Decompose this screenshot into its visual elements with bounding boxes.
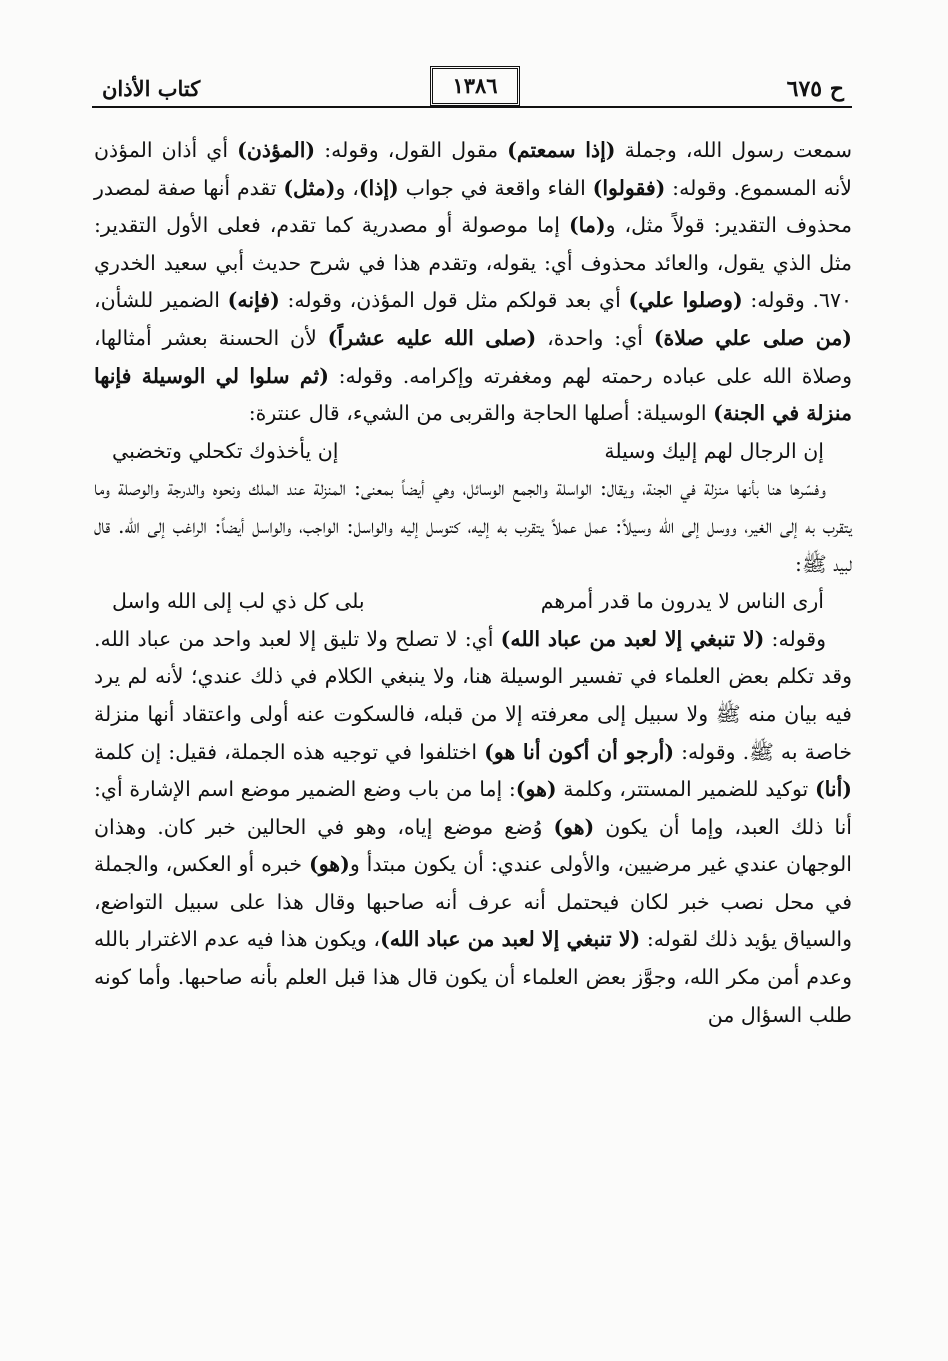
header-divider bbox=[92, 106, 852, 108]
quoted-phrase: (المؤذن) bbox=[237, 138, 316, 162]
text-run: سمعت رسول الله، وجملة bbox=[615, 138, 852, 162]
quoted-phrase: (لا تنبغي إلا لعبد من عباد الله) bbox=[380, 927, 641, 952]
quoted-phrase: (ما) bbox=[568, 213, 606, 238]
text-run: وُضع موضع إياه، وهو في الحالين خبر كان. وهذان الوجهان عندي غير مرضيين، والأولى عندي: أن يكون مبتدأ و bbox=[94, 814, 852, 877]
text-run: ، و bbox=[335, 175, 359, 200]
text-run: الوسيلة: أصلها الحاجة والقربى من الشيء، قال عنترة: bbox=[248, 401, 714, 426]
page-header bbox=[92, 66, 852, 114]
poem-verse-antara bbox=[94, 433, 852, 471]
quoted-phrase: (مثل) bbox=[283, 175, 336, 200]
quoted-phrase: (إذا) bbox=[358, 175, 399, 200]
text-run: تقدم أنها صفة لمصدر محذوف التقدير: قولاً مثل، و bbox=[94, 175, 852, 238]
text-run: توكيد للضمير المستتر، وكلمة bbox=[556, 777, 815, 802]
text-run: : إما من باب وضع الضمير موضع اسم الإشارة أي: أنا ذلك العبد، وإما أن يكون bbox=[94, 777, 852, 839]
quoted-phrase: (ثم سلوا لي الوسيلة فإنها منزلة في الجنة) bbox=[94, 363, 852, 426]
text-run: أي أذان المؤذن لأنه المسموع. وقوله: bbox=[94, 138, 852, 200]
quoted-phrase: (هو) bbox=[309, 852, 350, 877]
quoted-phrase: (لا تنبغي إلا لعبد من عباد الله) bbox=[500, 626, 765, 651]
paragraph-1 bbox=[94, 132, 852, 433]
page-body bbox=[94, 132, 852, 1361]
verse-second-hemistich: بلى كل ذي لب إلى الله واسل bbox=[112, 589, 365, 614]
quoted-phrase: (أنا) bbox=[814, 777, 852, 802]
quoted-phrase: (وصلوا علي) bbox=[628, 288, 743, 313]
page-number-box bbox=[430, 66, 520, 106]
text-run: أي بعد قولكم مثل قول المؤذن، وقوله: bbox=[279, 288, 629, 313]
book-title: كتاب الأذان bbox=[102, 76, 201, 101]
text-run: مقول القول، وقوله: bbox=[315, 138, 508, 162]
verse-first-hemistich: إن الرجال لهم إليك وسيلة bbox=[604, 438, 824, 463]
quoted-phrase: (من صلى علي صلاة) bbox=[653, 325, 853, 350]
verse-first-hemistich: أرى الناس لا يدرون ما قدر أمرهم bbox=[540, 589, 824, 614]
quoted-phrase: (إذا سمعتم) bbox=[507, 138, 616, 162]
text-run: الضمير للشأن، bbox=[94, 288, 228, 313]
text-run: لأن الحسنة بعشر أمثالها، وصلاة الله على عباده رحمته لهم ومغفرته وإكرامه. وقوله: bbox=[94, 325, 853, 388]
paragraph-2: وفسّرها هنا بأنها منزلة في الجنة، ويقال: الواسلة والجمع الوسائل، وهي أيضاً بمعنى: المنزلة عند الملك ونحوه والدرجة والوصلة وما يتقرب به إلى الغير، ووسل إلى الله وسيلاً: عمل عملاً يتقرب به إليه، كتوسل إليه والواسل: الواجب، والواسل أيضاً: الراغب إلى الله. قال لبيد ﷺ: bbox=[94, 476, 852, 576]
paragraph-3 bbox=[94, 621, 852, 1035]
text-run: خبره أو العكس، والجملة في محل نصب خبر لكان فيحتمل أنه عرف أنه صاحبها وقال هذا على سبيل التواضع، والسياق يؤيد ذلك لقوله: bbox=[94, 852, 853, 952]
quoted-phrase: (هو) bbox=[515, 777, 557, 802]
quoted-phrase: (فقولوا) bbox=[592, 175, 666, 200]
quoted-phrase: (فإنه) bbox=[227, 288, 280, 313]
text-run: الفاء واقعة في جواب bbox=[398, 175, 593, 200]
text-run: وقوله: bbox=[764, 626, 826, 651]
quoted-phrase: (أرجو أن أكون أنا هو) bbox=[484, 739, 675, 764]
hadith-number: ح ٦٧٥ bbox=[786, 76, 844, 102]
text-run: أي: واحدة، bbox=[536, 325, 654, 350]
quoted-phrase: (صلى الله عليه عشراً) bbox=[327, 325, 537, 350]
text-run: ، ويكون هذا فيه عدم الاغترار بالله وعدم أمن مكر الله، وجوَّز بعض العلماء أن يكون قال هذا قبل العلم بأنه صاحبها. وأما كونه طلب السؤال من bbox=[94, 927, 852, 1027]
page-number: ١٣٨٦ bbox=[452, 73, 498, 98]
text-run: أي: لا تصلح ولا تليق إلا لعبد واحد من عباد الله. وقد تكلم بعض العلماء في تفسير الوسيلة هنا، ولا ينبغي الكلام في ذلك عندي؛ لأنه لم يرد فيه بيان منه ﷺ ولا سبيل إلى معرفته إلا من قبله، فالسكوت عنه أولى واعتقاد أنها منزلة خاصة به ﷺ. وقوله: bbox=[94, 626, 852, 764]
verse-second-hemistich: إن يأخذوك تكحلي وتخضبي bbox=[112, 438, 339, 463]
text-run: اختلفوا في توجيه هذه الجملة، فقيل: إن كلمة bbox=[94, 739, 485, 764]
text-run: إما موصولة أو مصدرية كما تقدم، فعلى الأول التقدير: مثل الذي يقول، والعائد محذوف أي: يقوله، وتقدم هذا في شرح حديث أبي سعيد الخدري ٦٧٠. وقوله: bbox=[94, 213, 853, 313]
poem-verse-labid bbox=[94, 583, 852, 621]
quoted-phrase: (هو) bbox=[553, 814, 595, 839]
